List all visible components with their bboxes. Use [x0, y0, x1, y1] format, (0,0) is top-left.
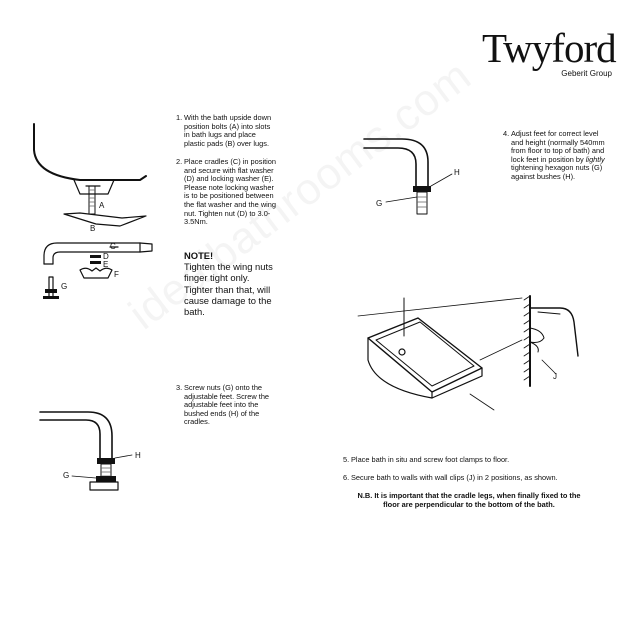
note-line: bath.: [184, 306, 205, 318]
label-j: J: [553, 372, 557, 381]
cradle-diagram: [44, 243, 152, 264]
step-4-line: lock feet in position by: [511, 154, 586, 164]
step-2-line: Place cradles (C) in position: [184, 157, 277, 166]
step-4-line: against bushes (H).: [511, 171, 576, 181]
step-6-line: Secure bath to walls with wall clips (J) in 2 positions, as shown.: [351, 473, 558, 482]
step-4-italic: lightly: [585, 154, 605, 164]
label-h-left: H: [135, 451, 141, 460]
step-2-line: is to be positioned between: [184, 191, 274, 201]
note-title: NOTE!: [184, 250, 214, 261]
step-6-number: 6.: [343, 473, 350, 482]
step-2-line: 3.5Nm.: [184, 217, 208, 227]
label-h-right: H: [454, 168, 460, 177]
step-2-line: nut. Tighten nut (D) to 3.0-: [184, 208, 271, 218]
label-f: F: [114, 270, 119, 279]
label-b: B: [90, 224, 96, 233]
step-1-line: in bath lugs and place: [184, 130, 256, 140]
step-5-number: 5.: [343, 455, 350, 464]
step-2-line: and secure with flat washer: [184, 165, 274, 175]
label-g-right: G: [376, 199, 383, 208]
step-2-line: Please note locking washer: [184, 182, 274, 192]
small-foot-diagram: [43, 277, 59, 299]
wall-with-clip-diagram: [524, 296, 578, 386]
step-3-line: cradles.: [184, 417, 210, 427]
nb-line: N.B. It is important that the cradle legs, when finally fixed to the: [357, 491, 581, 500]
note-line: Tighter than that, will: [184, 283, 271, 295]
note-line: cause damage to the: [184, 294, 272, 306]
step-2-number: 2.: [176, 157, 183, 166]
note-line: finger tight only.: [184, 272, 250, 284]
note-line: Tighten the wing nuts: [184, 261, 273, 273]
step-3-line: bushed ends (H) of the: [184, 408, 260, 418]
step-3-number: 3.: [176, 383, 183, 392]
step-3-line: adjustable feet. Screw the: [184, 391, 270, 401]
nb-line: floor are perpendicular to the bottom of the bath.: [383, 500, 555, 510]
step-1-number: 1.: [176, 113, 183, 122]
logo-tagline: Geberit Group: [561, 69, 612, 78]
plastic-pad-diagram: [64, 213, 146, 226]
step-1-line: plastic pads (B) over lugs.: [184, 138, 270, 148]
step-4-number: 4.: [503, 129, 510, 138]
step-4-line: from floor to top of bath) and: [511, 146, 605, 156]
label-g-left: G: [63, 471, 70, 480]
step-2-line: (D) and locking washer (E).: [184, 174, 274, 184]
cradle-leg-left: [40, 412, 132, 490]
label-d: D: [103, 252, 109, 261]
label-g-small: G: [61, 282, 68, 291]
step-4-line: Adjust feet for correct level: [511, 129, 599, 138]
step-4-line: and height (normally 540mm: [511, 137, 605, 147]
logo-wordmark: Twyford: [482, 25, 616, 71]
bath-lug-diagram: [34, 124, 146, 214]
step-4-line: tightening hexagon nuts (G): [511, 163, 603, 173]
bath-in-situ-diagram: [358, 298, 522, 410]
step-1-line: position bolts (A) into slots: [184, 121, 271, 131]
step-3-line: Screw nuts (G) onto the: [184, 383, 263, 392]
label-e: E: [103, 260, 109, 269]
step-5-line: Place bath in situ and screw foot clamps to floor.: [351, 455, 510, 464]
step-1-line: With the bath upside down: [184, 113, 272, 122]
step-3-line: adjustable feet into the: [184, 400, 259, 410]
label-c: C: [110, 242, 116, 251]
step-2-line: the flat washer and the wing: [184, 199, 277, 209]
label-a: A: [99, 201, 105, 210]
